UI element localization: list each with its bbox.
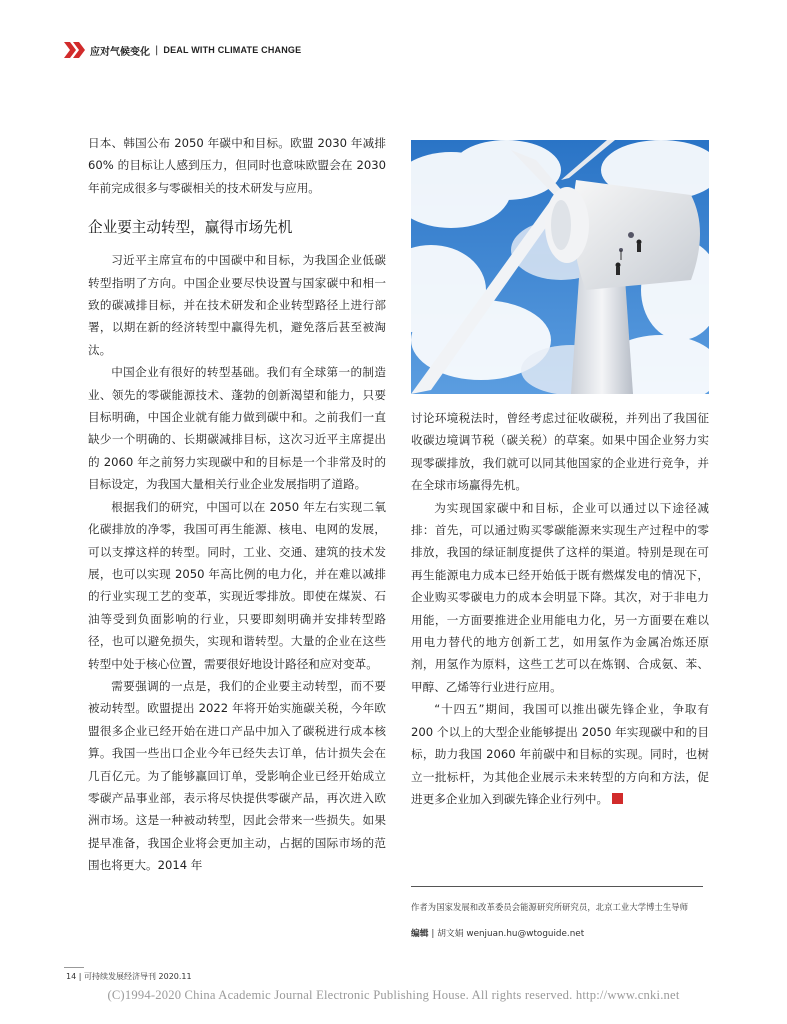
paragraph: 根据我们的研究，中国可以在 2050 年左右实现二氧化碳排放的净零，我国可再生能源、核电、电网的发展，可以支撑这样的转型。同时，工业、交通、建筑的技术发展，也可以实现 2050 年高比例的电力化，并在难以减排的行业实现工艺的变革，实现近零排放。即使在煤炭、石油等受到负面影响的行业，只要即刻明确并安排转型路径，也可以避免损失，实现和谐转型。大量的企业在这些转型中处于核心位置，需要很好地设计路径和应对变革。 xyxy=(88,499,386,671)
paragraph xyxy=(411,698,709,810)
author-note: 作者为国家发展和改革委员会能源研究所研究员，北京工业大学博士生导师 xyxy=(411,902,689,912)
copyright-notice: (C)1994-2020 China Academic Journal Electronic Publishing House. All rights reserved. http://www.cnki.net xyxy=(107,988,680,1002)
paragraph: 日本、韩国公布 2050 年碳中和目标。欧盟 2030 年减排 60% 的目标让人感到压力，但同时也意味欧盟会在 2030 年前完成很多与零碳相关的技术研发与应用。 xyxy=(88,136,386,195)
left-column xyxy=(88,132,386,877)
editor-credit xyxy=(411,926,584,939)
note-divider xyxy=(411,886,703,887)
section-title-cn: 应对气候变化 xyxy=(90,46,150,58)
section-title-en: DEAL WITH CLIMATE CHANGE xyxy=(163,45,302,55)
paragraph: 习近平主席宣布的中国碳中和目标，为我国企业低碳转型指明了方向。中国企业要尽快设置与国家碳中和相一致的碳减排目标，并在技术研发和企业转型路径上进行部署，以期在新的经济转型中赢得先机，避免落后甚至被淘汰。 xyxy=(88,253,386,357)
footer-separator: | xyxy=(78,972,82,981)
end-mark-icon xyxy=(612,793,623,804)
right-column xyxy=(411,407,709,810)
issue-number: 2020.11 xyxy=(158,972,192,981)
editor-name: 胡文娟 xyxy=(437,929,464,939)
page-header xyxy=(64,42,301,58)
header-separator: | xyxy=(155,44,159,56)
paragraph: 中国企业有很好的转型基础。我们有全球第一的制造业、领先的零碳能源技术、蓬勃的创新渴望和能力，只要目标明确，中国企业就有能力做到碳中和。之前我们一直缺少一个明确的、长期碳减排目标，这次习近平主席提出的 2060 年之前努力实现碳中和的目标是一个非常及时的目标设定，为我国大量相关行业企业发展指明了道路。 xyxy=(88,365,386,492)
editor-label: 编辑 xyxy=(411,929,429,939)
editor-email: wenjuan.hu@wtoguide.net xyxy=(466,929,585,939)
journal-name: 可持续发展经济导刊 xyxy=(83,972,156,981)
double-chevron-icon xyxy=(64,42,86,58)
footer-divider xyxy=(64,967,84,968)
paragraph: 讨论环境税法时，曾经考虑过征收碳税，并列出了我国征收碳边境调节税（碳关税）的草案。如果中国企业努力实现零碳排放，我们就可以同其他国家的企业进行竞争，并在全球市场赢得先机。 xyxy=(411,411,709,493)
page-footer xyxy=(66,971,192,982)
section-heading: 企业要主动转型，赢得市场先机 xyxy=(88,219,293,237)
editor-separator: | xyxy=(431,929,435,939)
paragraph: 为实现国家碳中和目标，企业可以通过以下途径减排：首先，可以通过购买零碳能源来实现生产过程中的零排放，我国的绿证制度提供了这样的渠道。特别是现在可再生能源电力成本已经开始低于既有燃煤发电的情况下，企业购买零碳电力的成本会明显下降。其次，对于非电力用能，一方面要推进企业用能电力化，另一方面要在难以用电力替代的地方创新工艺，如用氢作为金属冶炼还原剂，用氢作为原料，这些工艺可以在炼钢、合成氨、苯、甲醇、乙烯等行业进行应用。 xyxy=(411,500,709,694)
paragraph: 需要强调的一点是，我们的企业要主动转型，而不要被动转型。欧盟提出 2022 年将开始实施碳关税，今年欧盟很多企业已经开始在进口产品中加入了碳税进行成本核算。我国一些出口企业今年已经失去订单，估计损失会在几百亿元。为了能够赢回订单，受影响企业已经开始成立零碳产品事业部，表示将尽快提供零碳产品，再次进入欧洲市场。这是一种被动转型，因此会带来一些损失。如果提早准备，我国企业将会更加主动，占据的国际市场的范围也将更大。2014 年 xyxy=(88,678,386,873)
paragraph-text: “十四五”期间，我国可以推出碳先锋企业，争取有 200 个以上的大型企业能够提出 2050 年实现碳中和的目标，助力我国 2060 年前碳中和目标的实现。同时，也树立一批标杆，为其他企业展示未来转型的方向和方法，促进更多企业加入到碳先锋企业行列中。 xyxy=(411,702,709,806)
wind-turbine-photo xyxy=(411,140,709,394)
page-number: 14 xyxy=(66,972,77,981)
